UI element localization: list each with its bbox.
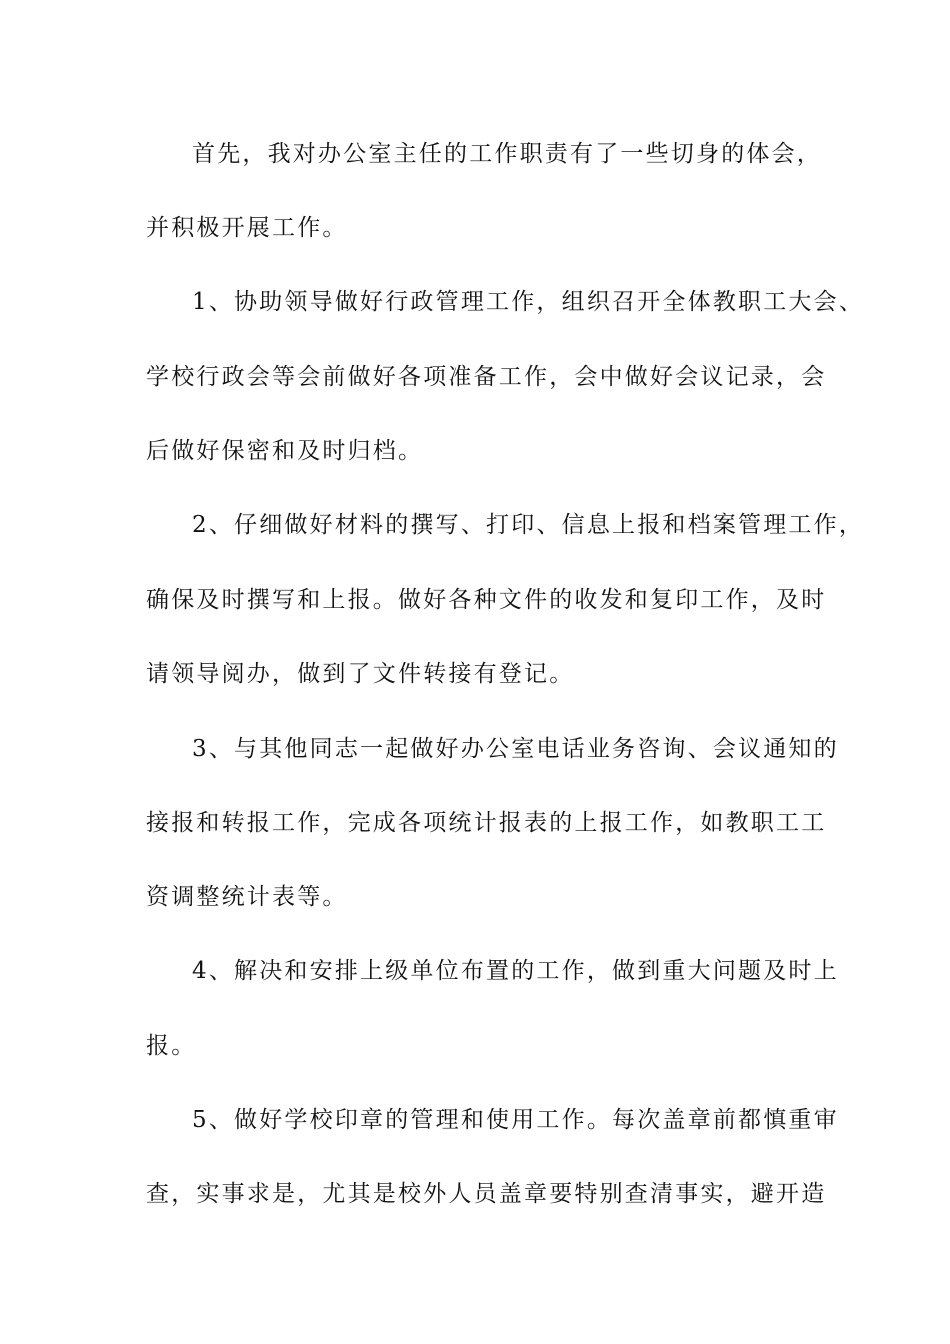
paragraph-5-line-1: 4、解决和安排上级单位布置的工作，做到重大问题及时上 bbox=[192, 958, 839, 984]
paragraph-2-line-3: 后做好保密和及时归档。 bbox=[146, 438, 424, 464]
paragraph-1-line-1: 首先，我对办公室主任的工作职责有了一些切身的体会， bbox=[192, 141, 822, 167]
paragraph-4-line-2: 接报和转报工作，完成各项统计报表的上报工作，如教职工工 bbox=[146, 810, 827, 836]
paragraph-1-line-2: 并积极开展工作。 bbox=[146, 215, 348, 241]
paragraph-4-line-3: 资调整统计表等。 bbox=[146, 884, 348, 910]
paragraph-4-line-1: 3、与其他同志一起做好办公室电话业务咨询、会议通知的 bbox=[192, 736, 839, 762]
paragraph-6-line-1: 5、做好学校印章的管理和使用工作。每次盖章前都慎重审 bbox=[192, 1107, 839, 1133]
paragraph-2-line-2: 学校行政会等会前做好各项准备工作，会中做好会议记录，会 bbox=[146, 364, 827, 390]
paragraph-3-line-2: 确保及时撰写和上报。做好各种文件的收发和复印工作，及时 bbox=[146, 587, 827, 613]
paragraph-3-line-1: 2、仔细做好材料的撰写、打印、信息上报和档案管理工作， bbox=[192, 512, 865, 538]
paragraph-3-line-3: 请领导阅办，做到了文件转接有登记。 bbox=[146, 661, 575, 687]
paragraph-2-line-1: 1、协助领导做好行政管理工作，组织召开全体教职工大会、 bbox=[192, 289, 865, 315]
paragraph-6-line-2: 查，实事求是，尤其是校外人员盖章要特别查清事实，避开造 bbox=[146, 1181, 827, 1207]
paragraph-5-line-2: 报。 bbox=[146, 1033, 197, 1059]
